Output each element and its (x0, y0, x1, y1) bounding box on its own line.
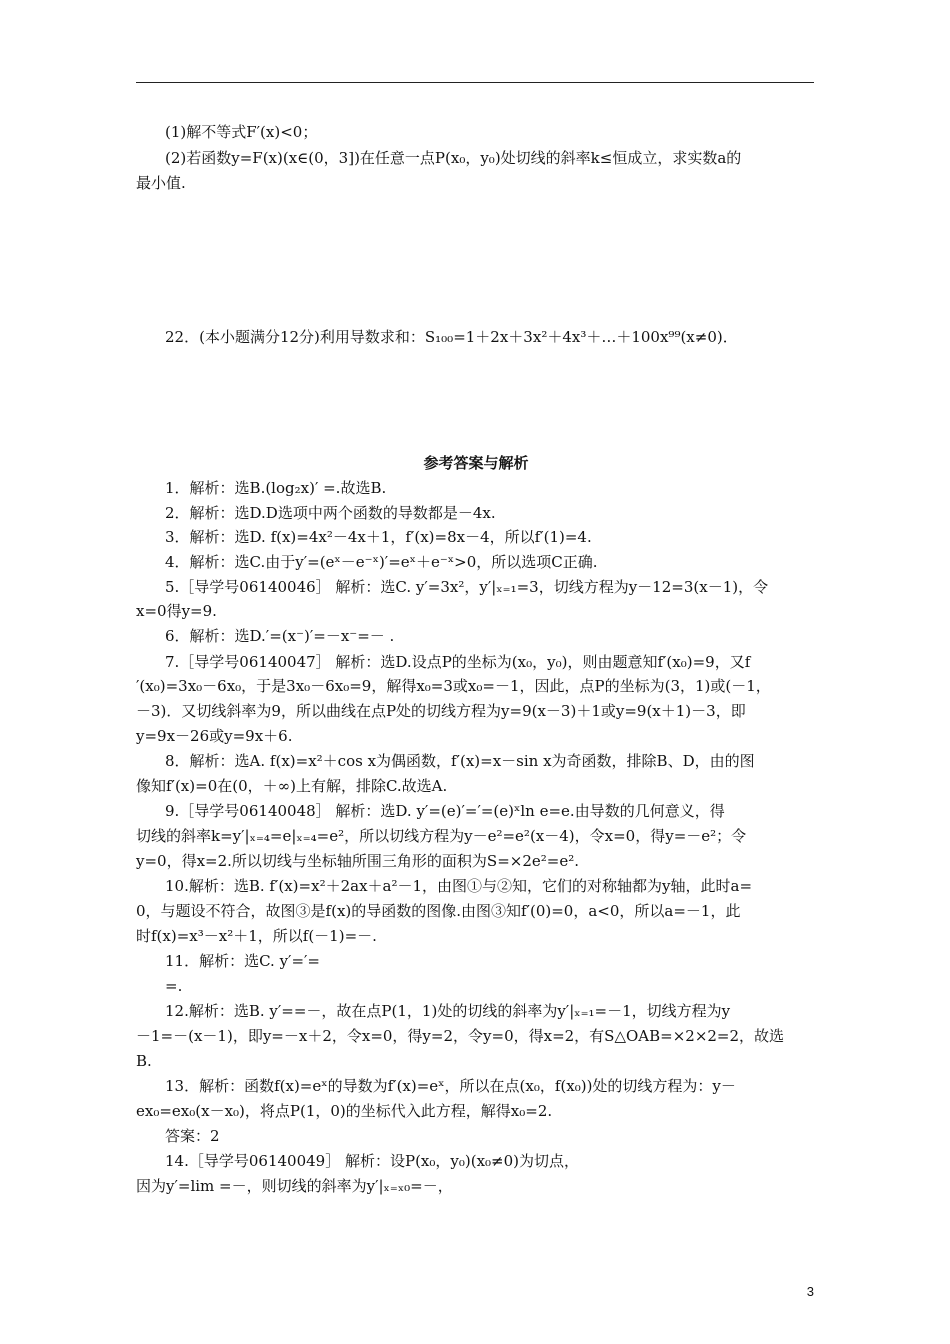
header-rule (136, 82, 814, 83)
answer-line: 1．解析：选B.(log₂x)′ =.故选B. (165, 479, 387, 497)
answer-line: 9.［导学号06140048］ 解析：选D. y′=(e)′=′=(e)ˣln e=e.由导数的几何意义，得 (165, 802, 725, 820)
question-part-1: (1)解不等式F′(x)<0； (165, 123, 318, 141)
answer-line: 像知f′(x)=0在(0，＋∞)上有解，排除C.故选A. (136, 777, 448, 795)
question-part-2: (2)若函数y=F(x)(x∈(0，3])在任意一点P(x₀，y₀)处切线的斜率k≤恒成立，求实数a的 (165, 149, 742, 167)
answer-line: 11．解析：选C. y′=′= (165, 952, 320, 970)
answer-line: y=0，得x=2.所以切线与坐标轴所围三角形的面积为S=×2e²=e². (136, 852, 580, 870)
answer-line: 7.［导学号06140047］ 解析：选D.设点P的坐标为(x₀，y₀)，则由题意知f′(x₀)=9，又f (165, 653, 751, 671)
answer-line: －1=－(x－1)，即y=－x＋2，令x=0，得y=2，令y=0，得x=2，有S△OAB=×2×2=2，故选 (136, 1027, 785, 1045)
answer-line: x=0得y=9. (136, 602, 217, 620)
question-part-2-cont: 最小值. (136, 174, 186, 192)
answer-line: 8．解析：选A. f(x)=x²＋cos x为偶函数，f′(x)=x－sin x为奇函数，排除B、D，由的图 (165, 752, 755, 770)
answer-line: ′(x₀)=3x₀－6x₀，于是3x₀－6x₀=9，解得x₀=3或x₀=－1，因此，点P的坐标为(3，1)或(－1， (136, 677, 771, 695)
answer-line: 12.解析：选B. y′==－，故在点P(1，1)处的切线的斜率为y′|ₓ₌₁=－1，切线方程为y (165, 1002, 731, 1020)
answer-line: B. (136, 1052, 152, 1070)
answer-line: 6．解析：选D.′=(x⁻)′=－x⁻=－ . (165, 627, 395, 645)
answer-line: ex₀=ex₀(x－x₀)，将点P(1，0)的坐标代入此方程，解得x₀=2. (136, 1102, 553, 1120)
answer-line: 13．解析：函数f(x)=eˣ的导数为f′(x)=eˣ，所以在点(x₀，f(x₀))处的切线方程为：y－ (165, 1077, 736, 1095)
question-22: 22．(本小题满分12分)利用导数求和：S₁₀₀=1＋2x＋3x²＋4x³＋…＋100x⁹⁹(x≠0)． (165, 328, 738, 346)
answer-line: 14.［导学号06140049］ 解析：设P(x₀，y₀)(x₀≠0)为切点， (165, 1152, 580, 1170)
answer-line: 0，与题设不符合，故图③是f(x)的导函数的图像.由图③知f′(0)=0，a<0，所以a=－1，此 (136, 902, 741, 920)
answer-line: 因为y′=lim =－，则切线的斜率为y′|ₓ₌ₓ₀=－， (136, 1177, 453, 1195)
answer-line: 4．解析：选C.由于y′=(eˣ－e⁻ˣ)′=eˣ＋e⁻ˣ>0，所以选项C正确. (165, 553, 598, 571)
answer-line: 答案：2 (165, 1127, 220, 1145)
answer-line: 2．解析：选D.D选项中两个函数的导数都是－4x. (165, 504, 496, 522)
answer-line: y=9x－26或y=9x＋6. (136, 727, 293, 745)
answer-line: =. (165, 977, 183, 995)
answer-line: 3．解析：选D. f(x)=4x²－4x＋1，f′(x)=8x－4，所以f′(1)=4. (165, 528, 592, 546)
answer-line: 切线的斜率k=y′|ₓ₌₄=e|ₓ₌₄=e²，所以切线方程为y－e²=e²(x－4)，令x=0，得y=－e²；令 (136, 827, 747, 845)
answer-line: －3)．又切线斜率为9，所以曲线在点P处的切线方程为y=9(x－3)＋1或y=9(x＋1)－3，即 (136, 702, 746, 720)
page-number: 3 (806, 1284, 814, 1299)
answer-line: 5.［导学号06140046］ 解析：选C. y′=3x²，y′|ₓ₌₁=3，切线方程为y－12=3(x－1)，令 (165, 578, 769, 596)
answer-line: 10.解析：选B. f′(x)=x²＋2ax＋a²－1，由图①与②知，它们的对称轴都为y轴，此时a= (165, 877, 753, 895)
answers-heading: 参考答案与解析 (423, 454, 529, 472)
answer-line: 时f(x)=x³－x²＋1，所以f(－1)=－. (136, 927, 377, 945)
